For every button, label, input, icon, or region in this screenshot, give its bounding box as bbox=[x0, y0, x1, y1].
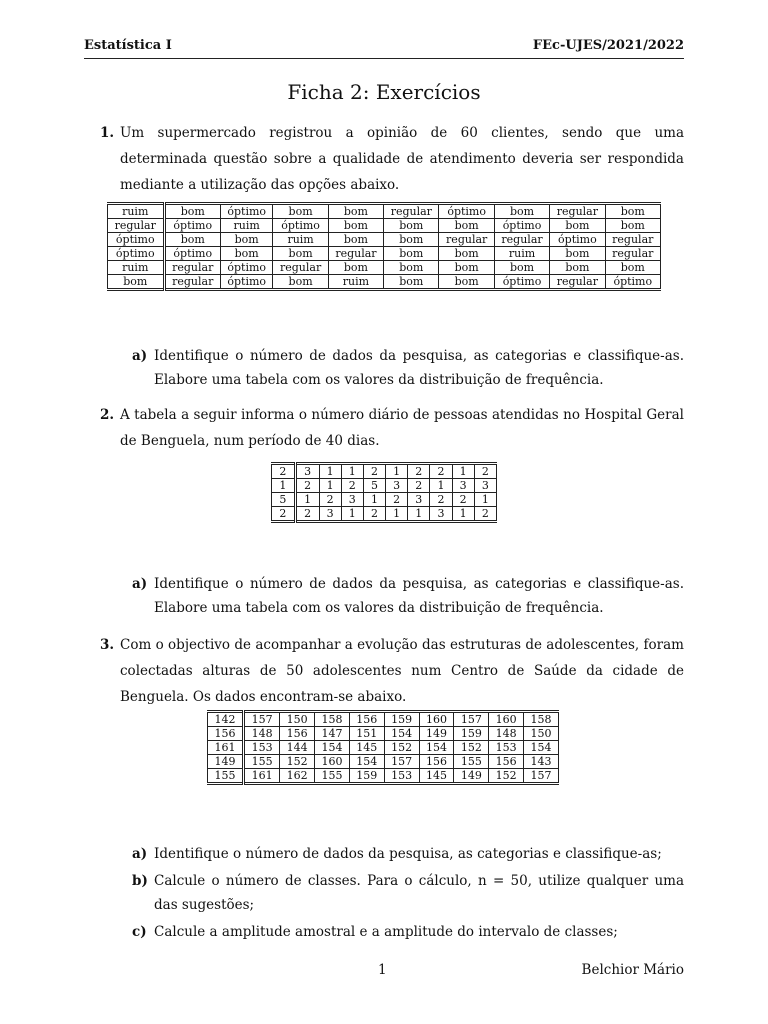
table-cell: 152 bbox=[454, 741, 489, 755]
question-1 bbox=[100, 120, 684, 198]
course-name: Estatística I bbox=[84, 38, 172, 53]
table-cell: 153 bbox=[244, 741, 280, 755]
table-cell: 157 bbox=[524, 769, 559, 784]
table-cell: regular bbox=[439, 233, 494, 247]
table-cell: 5 bbox=[363, 479, 385, 493]
table-cell: óptimo bbox=[494, 219, 549, 233]
table-row bbox=[108, 275, 661, 290]
table-cell: 5 bbox=[272, 493, 296, 507]
table-cell: bom bbox=[494, 204, 549, 219]
table-cell: bom bbox=[273, 247, 328, 261]
table-cell: óptimo bbox=[164, 219, 221, 233]
table-row bbox=[108, 261, 661, 275]
table-row bbox=[272, 493, 497, 507]
table-cell: bom bbox=[550, 247, 605, 261]
table-cell: bom bbox=[605, 219, 660, 233]
table-cell: 153 bbox=[489, 741, 524, 755]
table-cell: 3 bbox=[386, 479, 408, 493]
question-number: 2. bbox=[100, 407, 115, 423]
table-cell: 2 bbox=[430, 493, 452, 507]
table-cell: 158 bbox=[315, 712, 350, 727]
table-cell: 1 bbox=[430, 479, 452, 493]
table-cell: regular bbox=[605, 247, 660, 261]
table-cell: 154 bbox=[315, 741, 350, 755]
table-cell: regular bbox=[605, 233, 660, 247]
table-row bbox=[208, 741, 559, 755]
table-cell: bom bbox=[439, 219, 494, 233]
table-cell: regular bbox=[328, 247, 383, 261]
table-cell: bom bbox=[605, 204, 660, 219]
table-cell: 158 bbox=[524, 712, 559, 727]
table-cell: óptimo bbox=[550, 233, 605, 247]
table-cell: 3 bbox=[408, 493, 430, 507]
question-number: 3. bbox=[100, 637, 115, 653]
table-cell: 161 bbox=[244, 769, 280, 784]
table-cell: óptimo bbox=[108, 233, 165, 247]
table-cell: bom bbox=[328, 204, 383, 219]
table-cell: 3 bbox=[430, 507, 452, 522]
item-text: Calcule o número de classes. Para o cálculo, n = 50, utilize qualquer uma das sugestões; bbox=[154, 873, 684, 913]
table-cell: 1 bbox=[452, 464, 474, 479]
table-cell: 150 bbox=[280, 712, 315, 727]
item-label: b) bbox=[132, 873, 148, 889]
item-label: c) bbox=[132, 924, 147, 940]
table-cell: 1 bbox=[408, 507, 430, 522]
table-cell: bom bbox=[550, 219, 605, 233]
table-cell: 156 bbox=[489, 755, 524, 769]
table-cell: 155 bbox=[208, 769, 244, 784]
table-cell: regular bbox=[273, 261, 328, 275]
table-cell: 157 bbox=[384, 755, 419, 769]
table-cell: bom bbox=[384, 247, 439, 261]
table-cell: bom bbox=[605, 261, 660, 275]
table-cell: bom bbox=[108, 275, 165, 290]
table-cell: ruim bbox=[328, 275, 383, 290]
table-cell: 2 bbox=[363, 507, 385, 522]
table-cell: bom bbox=[494, 261, 549, 275]
table-cell: 161 bbox=[208, 741, 244, 755]
table-cell: bom bbox=[384, 275, 439, 290]
heights-table bbox=[207, 710, 559, 785]
table-cell: 159 bbox=[349, 769, 384, 784]
table-cell: óptimo bbox=[108, 247, 165, 261]
table-cell: 2 bbox=[272, 464, 296, 479]
question-number: 1. bbox=[100, 125, 115, 141]
table-cell: ruim bbox=[273, 233, 328, 247]
table-cell: óptimo bbox=[221, 261, 273, 275]
table-cell: 156 bbox=[208, 727, 244, 741]
table-cell: 2 bbox=[452, 493, 474, 507]
table-cell: 1 bbox=[386, 507, 408, 522]
table-cell: 159 bbox=[384, 712, 419, 727]
table-cell: 2 bbox=[474, 464, 496, 479]
question-3 bbox=[100, 632, 684, 710]
table-cell: 160 bbox=[315, 755, 350, 769]
hospital-daily-table bbox=[271, 462, 497, 523]
item-label: a) bbox=[132, 846, 148, 862]
table-cell: 2 bbox=[295, 479, 319, 493]
table-row bbox=[108, 219, 661, 233]
table-cell: bom bbox=[328, 261, 383, 275]
table-cell: óptimo bbox=[494, 275, 549, 290]
table-cell: 2 bbox=[295, 507, 319, 522]
table-cell: 148 bbox=[489, 727, 524, 741]
table-cell: 3 bbox=[452, 479, 474, 493]
question-2 bbox=[100, 402, 684, 454]
table-row bbox=[272, 464, 497, 479]
table-cell: 2 bbox=[430, 464, 452, 479]
table-cell: 1 bbox=[319, 479, 341, 493]
table-cell: 1 bbox=[272, 479, 296, 493]
table-cell: 1 bbox=[363, 493, 385, 507]
question-text: Um supermercado registrou a opinião de 60 clientes, sendo que uma determinada questão sobre a qualidade de atendimento deveria ser respondida mediante a utilização das opções abaixo. bbox=[120, 125, 684, 193]
table-cell: bom bbox=[273, 275, 328, 290]
table-cell: 156 bbox=[349, 712, 384, 727]
table-row bbox=[108, 247, 661, 261]
question-text: A tabela a seguir informa o número diário de pessoas atendidas no Hospital Geral de Benguela, num período de 40 dias. bbox=[120, 407, 684, 449]
table-cell: bom bbox=[384, 219, 439, 233]
table-cell: 162 bbox=[280, 769, 315, 784]
table-cell: 2 bbox=[474, 507, 496, 522]
table-cell: bom bbox=[384, 233, 439, 247]
table-cell: óptimo bbox=[605, 275, 660, 290]
table-cell: óptimo bbox=[164, 247, 221, 261]
table-row bbox=[208, 727, 559, 741]
table-cell: bom bbox=[221, 233, 273, 247]
table-cell: 1 bbox=[295, 493, 319, 507]
table-cell: regular bbox=[108, 219, 165, 233]
table-row bbox=[208, 769, 559, 784]
table-cell: 144 bbox=[280, 741, 315, 755]
table-cell: 2 bbox=[408, 479, 430, 493]
table-cell: bom bbox=[328, 233, 383, 247]
table-cell: 160 bbox=[419, 712, 454, 727]
table-row bbox=[208, 712, 559, 727]
question-3-item-a bbox=[132, 842, 684, 866]
table-cell: ruim bbox=[108, 204, 165, 219]
table-cell: óptimo bbox=[221, 275, 273, 290]
table-cell: 2 bbox=[408, 464, 430, 479]
item-text: Identifique o número de dados da pesquisa, as categorias e classifique-as; bbox=[154, 846, 662, 862]
table-cell: 156 bbox=[280, 727, 315, 741]
question-3-item-b bbox=[132, 869, 684, 917]
table-cell: 1 bbox=[319, 464, 341, 479]
table-cell: 147 bbox=[315, 727, 350, 741]
table-cell: 145 bbox=[349, 741, 384, 755]
table-cell: 150 bbox=[524, 727, 559, 741]
table-cell: 157 bbox=[244, 712, 280, 727]
table-cell: ruim bbox=[494, 247, 549, 261]
item-text: Calcule a amplitude amostral e a amplitude do intervalo de classes; bbox=[154, 924, 618, 940]
item-text: Identifique o número de dados da pesquisa, as categorias e classifique-as. Elabore uma tabela com os valores da distribuição de frequência. bbox=[154, 348, 684, 388]
table-cell: 157 bbox=[454, 712, 489, 727]
table-cell: 148 bbox=[244, 727, 280, 741]
table-cell: 3 bbox=[295, 464, 319, 479]
table-cell: ruim bbox=[221, 219, 273, 233]
table-cell: 152 bbox=[489, 769, 524, 784]
institution-year: FEc-UJES/2021/2022 bbox=[532, 38, 684, 53]
table-cell: 153 bbox=[384, 769, 419, 784]
author-name: Belchior Mário bbox=[581, 962, 684, 978]
table-cell: 2 bbox=[363, 464, 385, 479]
table-cell: 149 bbox=[454, 769, 489, 784]
table-cell: ruim bbox=[108, 261, 165, 275]
table-cell: 154 bbox=[349, 755, 384, 769]
table-cell: 1 bbox=[341, 507, 363, 522]
table-cell: 160 bbox=[489, 712, 524, 727]
item-label: a) bbox=[132, 576, 148, 592]
table-cell: 152 bbox=[280, 755, 315, 769]
table-cell: 149 bbox=[419, 727, 454, 741]
table-cell: regular bbox=[550, 275, 605, 290]
table-cell: 159 bbox=[454, 727, 489, 741]
table-cell: 155 bbox=[244, 755, 280, 769]
table-cell: bom bbox=[439, 275, 494, 290]
item-text: Identifique o número de dados da pesquisa, as categorias e classifique-as. Elabore uma tabela com os valores da distribuição de frequência. bbox=[154, 576, 684, 616]
table-cell: bom bbox=[164, 233, 221, 247]
table-cell: 152 bbox=[384, 741, 419, 755]
table-cell: 1 bbox=[452, 507, 474, 522]
table-cell: 2 bbox=[319, 493, 341, 507]
table-cell: 1 bbox=[386, 464, 408, 479]
table-cell: bom bbox=[550, 261, 605, 275]
table-cell: óptimo bbox=[273, 219, 328, 233]
table-cell: 2 bbox=[341, 479, 363, 493]
table-cell: 1 bbox=[341, 464, 363, 479]
opinion-table bbox=[107, 202, 661, 291]
question-text: Com o objectivo de acompanhar a evolução das estruturas de adolescentes, foram colectadas alturas de 50 adolescentes num Centro de Saúde da cidade de Benguela. Os dados encontram-se abaixo. bbox=[120, 637, 684, 705]
table-cell: 3 bbox=[474, 479, 496, 493]
table-cell: óptimo bbox=[221, 204, 273, 219]
table-cell: regular bbox=[550, 204, 605, 219]
table-cell: 156 bbox=[419, 755, 454, 769]
table-cell: 145 bbox=[419, 769, 454, 784]
table-row bbox=[208, 755, 559, 769]
table-row bbox=[272, 479, 497, 493]
table-row bbox=[272, 507, 497, 522]
table-cell: bom bbox=[328, 219, 383, 233]
table-cell: bom bbox=[384, 261, 439, 275]
question-2-item-a bbox=[132, 572, 684, 620]
page-title: Ficha 2: Exercícios bbox=[287, 80, 481, 104]
table-cell: 154 bbox=[524, 741, 559, 755]
table-cell: regular bbox=[164, 275, 221, 290]
table-cell: bom bbox=[439, 261, 494, 275]
table-cell: 151 bbox=[349, 727, 384, 741]
table-cell: bom bbox=[439, 247, 494, 261]
table-cell: 155 bbox=[315, 769, 350, 784]
table-cell: 142 bbox=[208, 712, 244, 727]
table-row bbox=[108, 204, 661, 219]
table-row bbox=[108, 233, 661, 247]
table-cell: regular bbox=[384, 204, 439, 219]
table-cell: 1 bbox=[474, 493, 496, 507]
table-cell: regular bbox=[494, 233, 549, 247]
table-cell: 155 bbox=[454, 755, 489, 769]
page-number: 1 bbox=[378, 962, 387, 978]
item-label: a) bbox=[132, 348, 148, 364]
table-cell: bom bbox=[273, 204, 328, 219]
table-cell: 2 bbox=[272, 507, 296, 522]
table-cell: 154 bbox=[419, 741, 454, 755]
table-cell: 3 bbox=[319, 507, 341, 522]
table-cell: bom bbox=[164, 204, 221, 219]
question-3-item-c bbox=[132, 920, 684, 944]
table-cell: bom bbox=[221, 247, 273, 261]
running-header bbox=[84, 38, 684, 59]
table-cell: óptimo bbox=[439, 204, 494, 219]
table-cell: 143 bbox=[524, 755, 559, 769]
table-cell: 2 bbox=[386, 493, 408, 507]
table-cell: 154 bbox=[384, 727, 419, 741]
question-1-item-a bbox=[132, 344, 684, 392]
table-cell: 3 bbox=[341, 493, 363, 507]
table-cell: regular bbox=[164, 261, 221, 275]
table-cell: 149 bbox=[208, 755, 244, 769]
